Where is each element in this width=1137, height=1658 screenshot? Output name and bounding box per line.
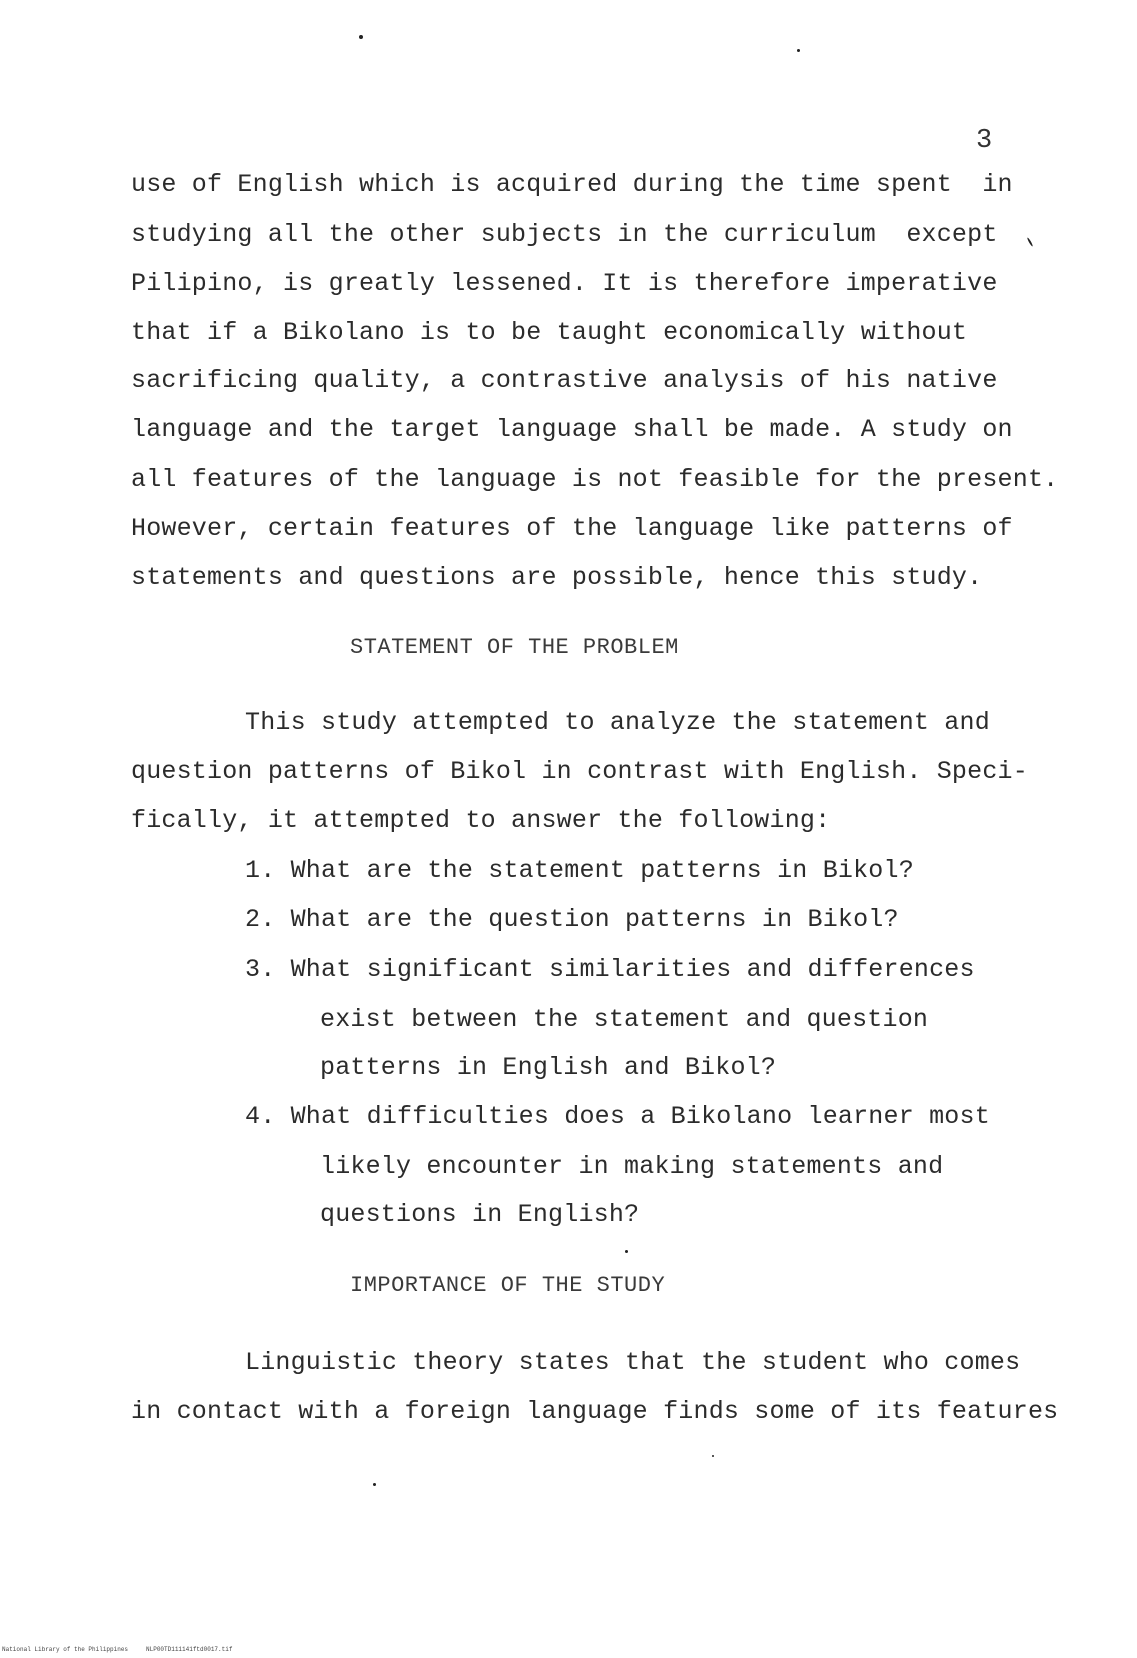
- list-item-continuation: likely encounter in making statements and: [320, 1152, 944, 1181]
- paragraph-line: that if a Bikolano is to be taught economically without: [131, 318, 968, 347]
- section-heading-importance: IMPORTANCE OF THE STUDY: [350, 1273, 666, 1298]
- list-item: 1. What are the statement patterns in Bikol?: [245, 856, 914, 885]
- paragraph-line: studying all the other subjects in the curriculum except: [131, 220, 998, 249]
- paragraph-line: statements and questions are possible, hence this study.: [131, 563, 983, 592]
- list-item-continuation: exist between the statement and question: [320, 1005, 929, 1034]
- paragraph-line: sacrificing quality, a contrastive analysis of his native: [131, 366, 998, 395]
- paragraph-line: However, certain features of the language like patterns of: [131, 514, 1013, 543]
- list-item-continuation: questions in English?: [320, 1200, 640, 1229]
- paragraph-line: all features of the language is not feasible for the present.: [131, 465, 1059, 494]
- scan-speck: [1027, 237, 1034, 247]
- paragraph-line: Pilipino, is greatly lessened. It is therefore imperative: [131, 269, 998, 298]
- list-item-continuation: patterns in English and Bikol?: [320, 1053, 777, 1082]
- paragraph-line: in contact with a foreign language finds some of its features: [131, 1397, 1059, 1426]
- paragraph-line: Linguistic theory states that the student who comes: [245, 1348, 1021, 1377]
- paragraph-line: This study attempted to analyze the statement and: [245, 708, 990, 737]
- scan-speck: [625, 1250, 628, 1253]
- paragraph-line: question patterns of Bikol in contrast with English. Speci-: [131, 757, 1028, 786]
- scan-speck: [359, 35, 363, 39]
- paragraph-line: fically, it attempted to answer the following:: [131, 806, 831, 835]
- paragraph-line: use of English which is acquired during the time spent in: [131, 170, 1013, 199]
- list-item: 2. What are the question patterns in Bikol?: [245, 905, 899, 934]
- scan-speck: [797, 49, 800, 52]
- scan-speck: [373, 1483, 376, 1486]
- list-item: 4. What difficulties does a Bikolano learner most: [245, 1102, 990, 1131]
- scan-footer: National Library of the Philippines NLP00TD111141ftd0017.tif: [2, 1646, 233, 1653]
- page-number: 3: [976, 126, 993, 156]
- scan-speck: [712, 1455, 714, 1457]
- paragraph-line: language and the target language shall be made. A study on: [131, 415, 1013, 444]
- list-item: 3. What significant similarities and differences: [245, 955, 975, 984]
- section-heading-problem: STATEMENT OF THE PROBLEM: [350, 635, 679, 660]
